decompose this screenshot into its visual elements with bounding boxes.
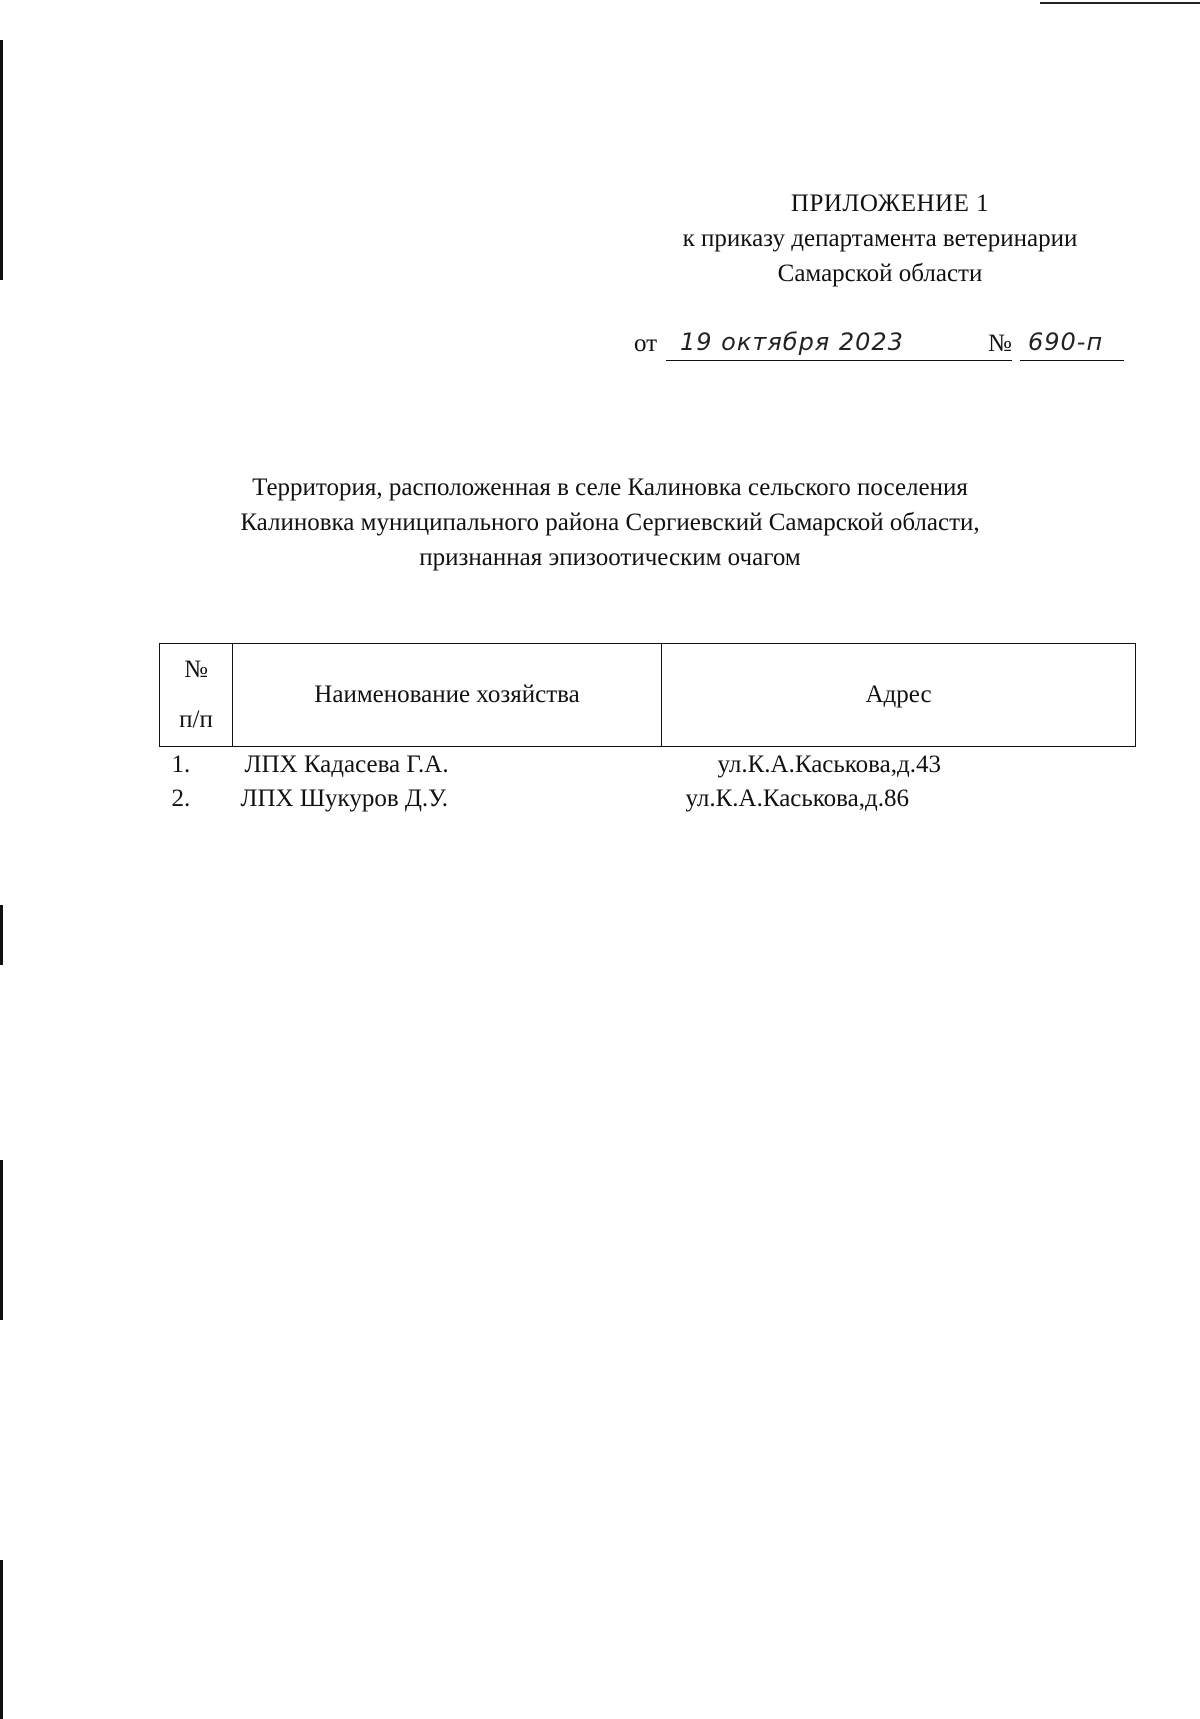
header-address: Адрес — [662, 644, 1136, 747]
order-date-field — [666, 326, 1012, 361]
farms-table — [159, 643, 1136, 819]
order-date-handwritten: 19 октября 2023 — [680, 328, 904, 356]
row-farm-name: ЛПХ Кадасева Г.А. — [244, 751, 449, 778]
table-row — [160, 785, 1136, 819]
row-number: 2. — [171, 785, 191, 812]
header-number — [160, 644, 233, 747]
row-number: 1. — [171, 751, 191, 778]
scan-edge-mark — [0, 40, 3, 280]
header-number-abbrev: п/п — [179, 706, 213, 733]
order-number-field — [1020, 326, 1124, 361]
appendix-order-reference: к приказу департамента ветеринарии — [682, 225, 1078, 252]
header-farm-name: Наименование хозяйства — [233, 644, 662, 747]
table-header-row — [160, 644, 1136, 747]
row-farm-name: ЛПХ Шукуров Д.У. — [240, 785, 449, 812]
row-address: ул.К.А.Каськова,д.86 — [685, 785, 909, 812]
order-number-handwritten: 690-п — [1028, 328, 1104, 356]
scan-edge-mark — [0, 1160, 3, 1320]
order-from-label: от — [634, 330, 658, 357]
document-title-line: Калиновка муниципального района Сергиевский Самарской области, — [240, 509, 980, 536]
header-number-sign: № — [184, 656, 208, 683]
row-address: ул.К.А.Каськова,д.43 — [717, 751, 941, 778]
order-number-label: № — [988, 330, 1012, 357]
document-title — [160, 470, 1060, 575]
order-date-line — [634, 326, 1124, 366]
appendix-header — [640, 186, 1120, 291]
document-title-line: Территория, расположенная в селе Калиновка сельского поселения — [252, 474, 968, 501]
scan-edge-mark — [0, 905, 3, 965]
table-row — [160, 747, 1136, 786]
appendix-title: ПРИЛОЖЕНИЕ 1 — [790, 190, 990, 217]
scan-top-rule — [1040, 2, 1200, 4]
scan-edge-mark — [0, 1560, 3, 1719]
document-title-line: признанная эпизоотическим очагом — [419, 544, 801, 571]
appendix-region: Самарской области — [777, 260, 983, 287]
